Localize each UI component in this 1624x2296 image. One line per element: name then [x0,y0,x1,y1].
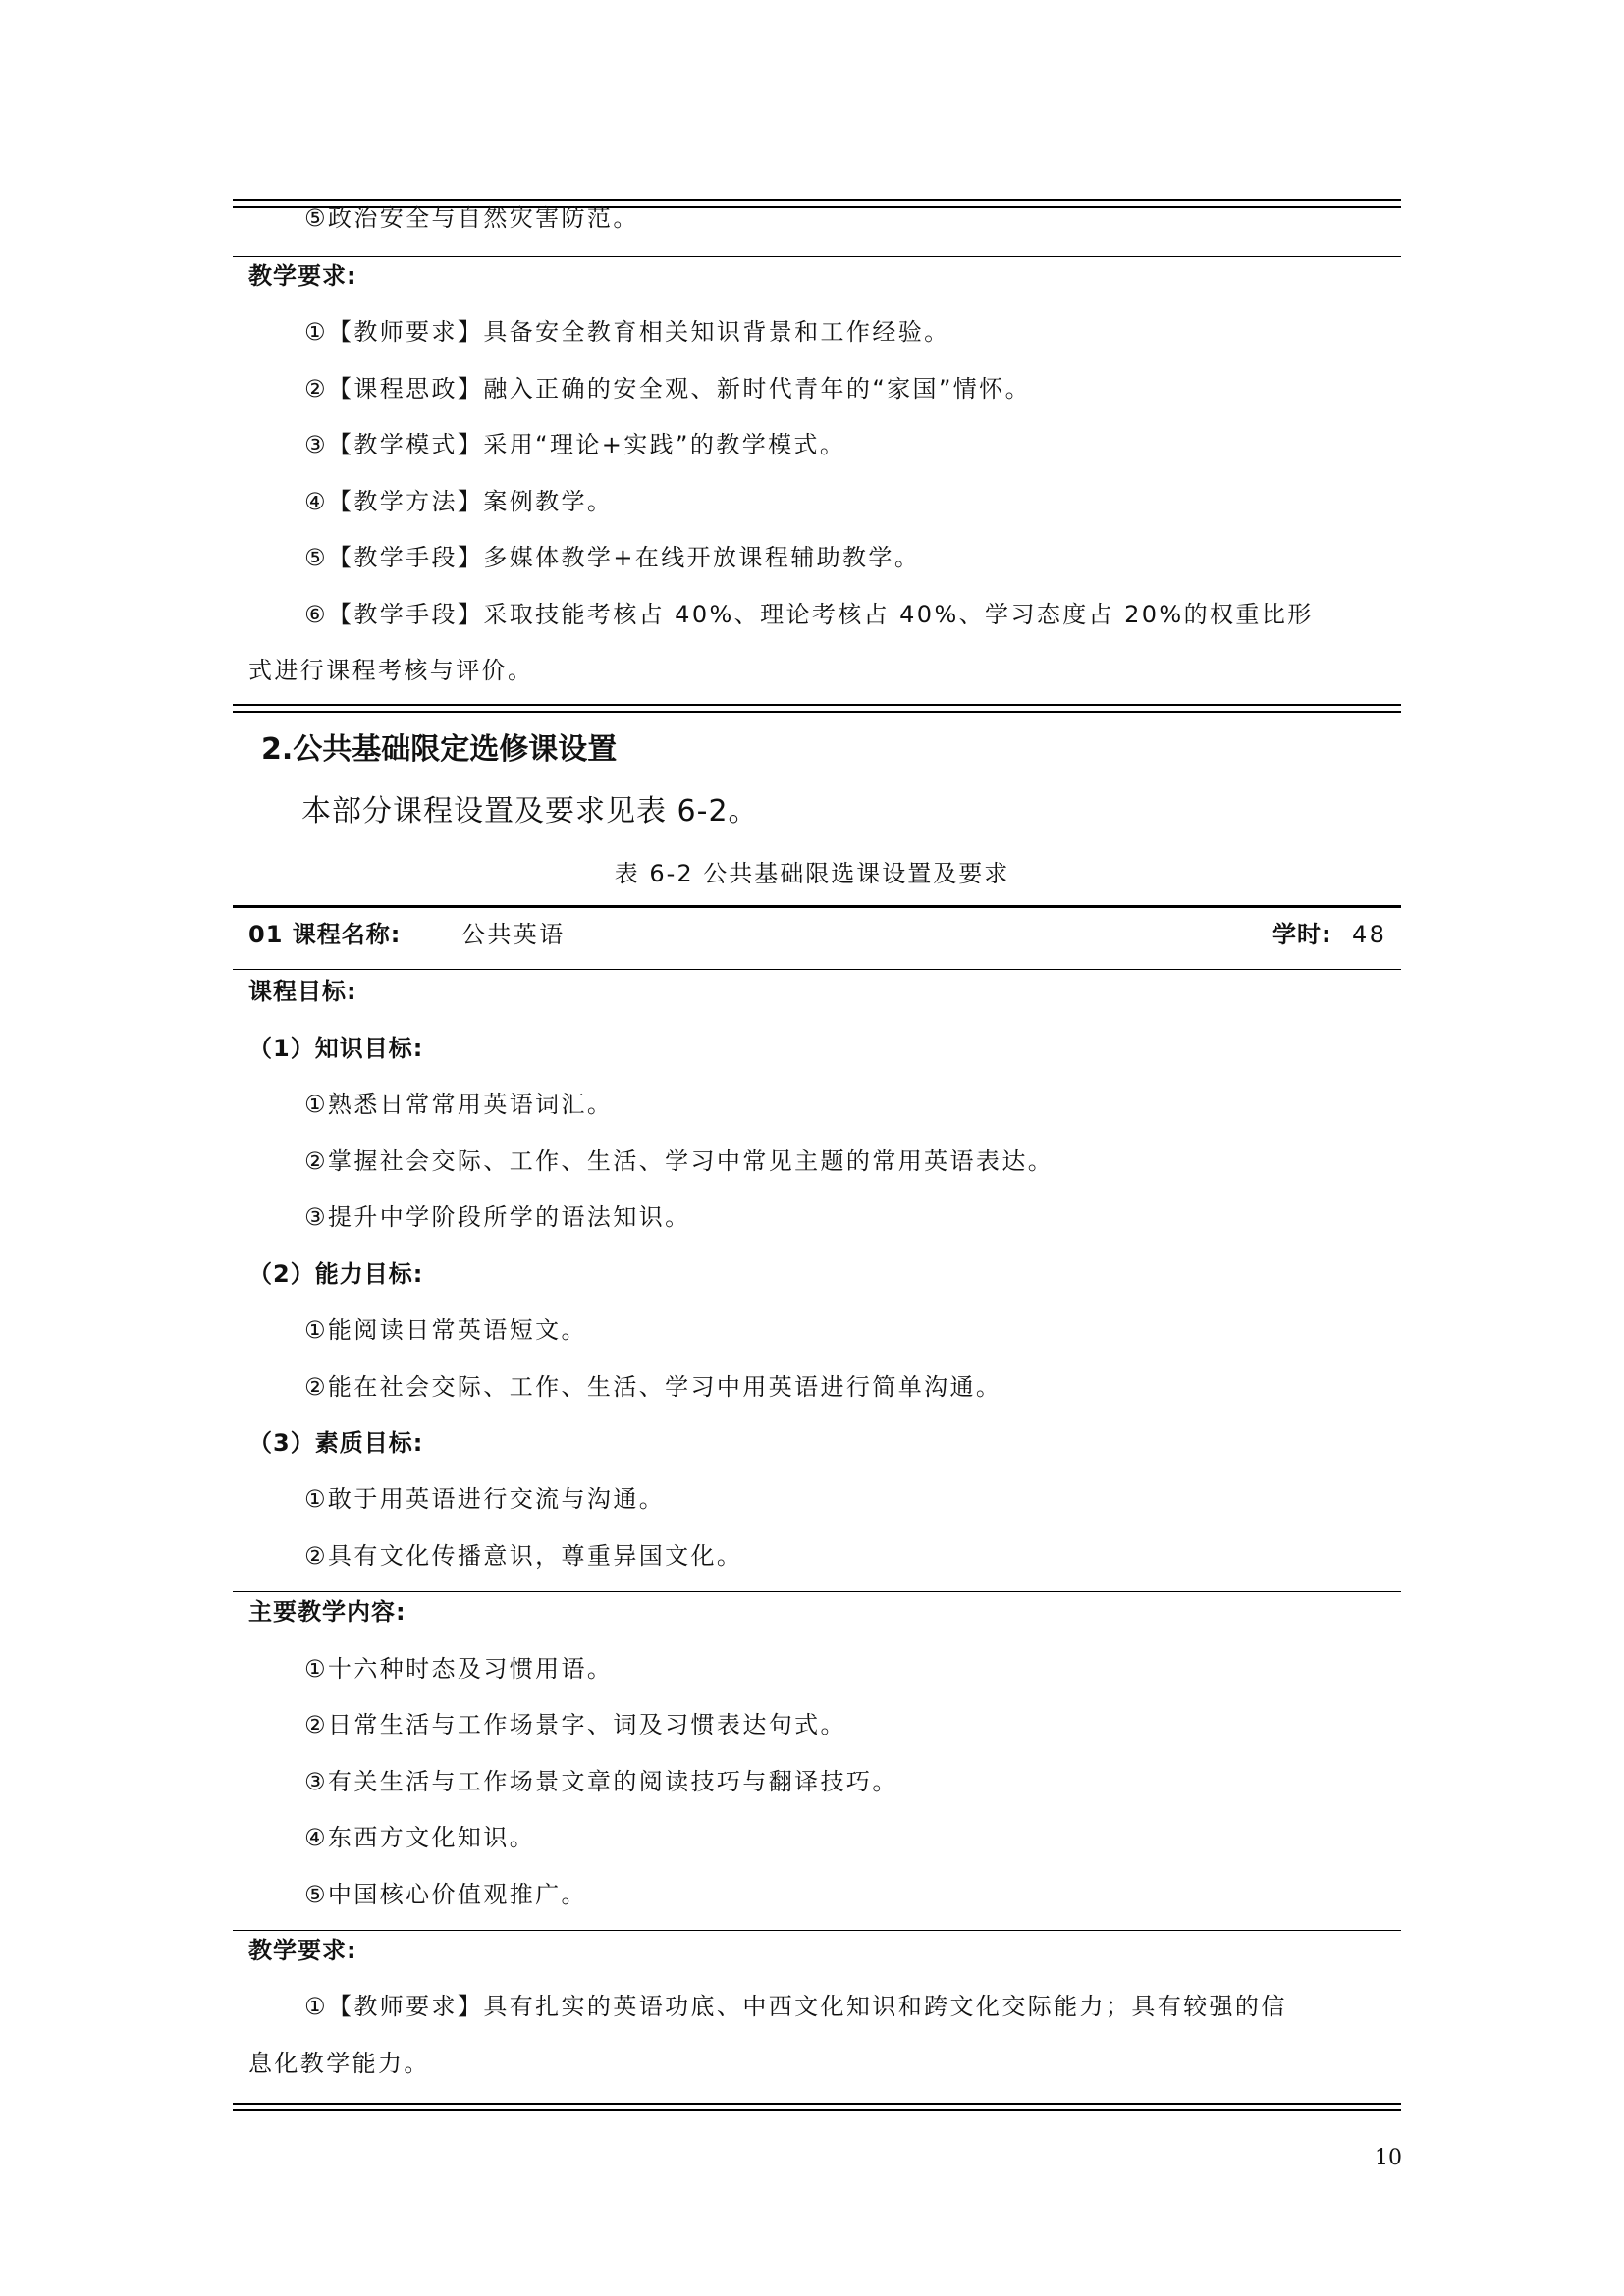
ability-heading: （2）能力目标: [248,1260,424,1288]
row-divider [233,969,1401,970]
requirement-item: ②【课程思政】融入正确的安全观、新时代青年的“家国”情怀。 [304,375,1031,402]
section-intro: 本部分课程设置及要求见表 6-2。 [301,794,759,828]
course-hours: 48 [1352,921,1387,948]
course-name: 公共英语 [461,921,566,948]
requirement-item: ④【教学方法】案例教学。 [304,488,614,515]
requirement-item: ①【教师要求】具有扎实的英语功底、中西文化知识和跨文化交际能力；具有较强的信 [304,1993,1287,2020]
table-top-border [233,905,1401,908]
row-divider [233,1930,1401,1931]
requirement-item: ③【教学模式】采用“理论+实践”的教学模式。 [304,431,846,458]
knowledge-heading: （1）知识目标: [248,1035,424,1062]
page-number: 10 [1375,2146,1402,2170]
course-hours-label: 学时: [1272,921,1332,948]
content-item: ⑤政治安全与自然灾害防范。 [304,204,639,232]
content-item: ⑤中国核心价值观推广。 [304,1881,587,1908]
row-divider [233,256,1401,257]
quality-item: ②具有文化传播意识，尊重异国文化。 [304,1542,743,1570]
objectives-heading: 课程目标: [248,978,357,1005]
requirements-heading: 教学要求: [248,1937,357,1964]
knowledge-item: ③提升中学阶段所学的语法知识。 [304,1203,691,1231]
course-name-label: 01 课程名称: [248,921,402,948]
requirement-item-continuation: 息化教学能力。 [248,2050,430,2077]
requirement-item: ①【教师要求】具备安全教育相关知识背景和工作经验。 [304,318,950,346]
ability-item: ①能阅读日常英语短文。 [304,1316,587,1344]
content-item: ①十六种时态及习惯用语。 [304,1655,614,1682]
section-heading: 2.公共基础限定选修课设置 [261,732,618,767]
table-caption: 表 6-2 公共基础限选课设置及要求 [614,860,1010,887]
requirement-item-continuation: 式进行课程考核与评价。 [248,657,534,684]
requirement-item: ⑤【教学手段】多媒体教学+在线开放课程辅助教学。 [304,544,921,571]
quality-item: ①敢于用英语进行交流与沟通。 [304,1485,666,1513]
ability-item: ②能在社会交际、工作、生活、学习中用英语进行简单沟通。 [304,1373,1002,1401]
requirements-heading: 教学要求: [248,262,357,290]
content-item: ④东西方文化知识。 [304,1824,536,1851]
content-heading: 主要教学内容: [248,1598,406,1626]
requirement-item: ⑥【教学手段】采取技能考核占 40%、理论考核占 40%、学习态度占 20%的权重比形 [304,601,1314,628]
knowledge-item: ①熟悉日常常用英语词汇。 [304,1091,614,1118]
content-item: ③有关生活与工作场景文章的阅读技巧与翻译技巧。 [304,1768,898,1795]
content-item: ②日常生活与工作场景字、词及习惯表达句式。 [304,1711,846,1738]
table-bottom-border [233,2103,1401,2111]
knowledge-item: ②掌握社会交际、工作、生活、学习中常见主题的常用英语表达。 [304,1148,1055,1175]
row-divider [233,1591,1401,1592]
table-bottom-border [233,704,1401,713]
quality-heading: （3）素质目标: [248,1429,424,1457]
